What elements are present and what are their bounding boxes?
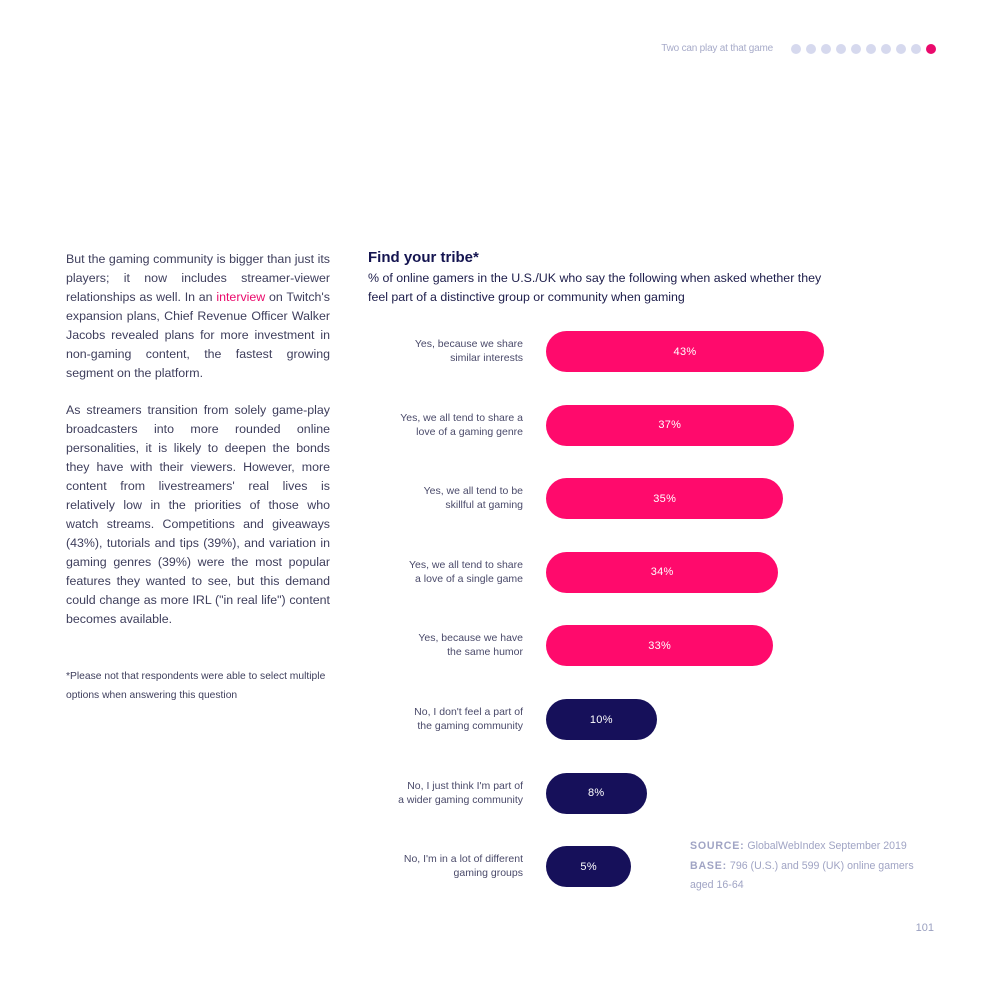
paragraph-1-start: But the gaming community is bigger than just its players; it now includes streamer-viewer relationships as well. In an	[66, 252, 330, 304]
base-label: BASE:	[690, 859, 727, 872]
bar-category-label	[363, 631, 523, 659]
bar-category-label-line: Yes, we all tend to be	[423, 485, 523, 498]
base-text: 796 (U.S.) and 599 (UK) online gamers aged 16-64	[690, 859, 914, 891]
bar-category-label	[363, 337, 523, 365]
bar-category-label-line: Yes, we all tend to share a	[400, 411, 523, 424]
bar-category-label-line: the gaming community	[417, 720, 523, 732]
bar	[546, 846, 631, 887]
bar-value-label: 43%	[673, 345, 697, 358]
source-label: SOURCE:	[690, 840, 745, 852]
bar-value-label: 37%	[658, 419, 682, 432]
bar	[546, 331, 824, 372]
chart-title: Find your tribe*	[368, 249, 479, 266]
bar	[546, 699, 657, 740]
paragraph-2: As streamers transition from solely game-play broadcasters into more rounded online personalities, it is likely to deepen the bonds they have with their viewers. However, more content from livestreamers' real lives is relatively low in the priorities of those who watch streams. Competitions and giveaways (43%), tutorials and tips (39%), and variation in gaming genres (39%) were the most popular features they wanted to see, but this demand could change as more IRL ("in real life") content becomes available.	[66, 403, 330, 626]
bar-category-label	[363, 484, 523, 512]
bar-value-label: 33%	[648, 639, 672, 652]
interview-link[interactable]: interview	[216, 290, 266, 304]
source-line	[690, 837, 940, 857]
bar-category-label-line: love of a gaming genre	[416, 425, 523, 438]
source-note	[690, 837, 940, 896]
bar-category-label-line: No, I don't feel a part of	[414, 706, 523, 718]
bar-category-label-line: similar interests	[450, 352, 523, 364]
bar-category-label-line: Yes, we all tend to share	[408, 558, 523, 571]
bar-value-label: 34%	[650, 566, 674, 579]
bar-category-label	[363, 705, 523, 733]
bar-category-label-line: Yes, because we have	[418, 632, 523, 645]
bar-category-label-line: skillful at gaming	[445, 499, 523, 512]
bar	[546, 773, 647, 814]
bar-value-label: 35%	[653, 492, 677, 505]
bar-category-label-line: No, I'm in a lot of different	[403, 853, 523, 866]
bar	[546, 625, 773, 666]
bar	[546, 552, 778, 593]
bar-category-label-line: No, I just think I'm part of	[407, 779, 523, 792]
page-number: 101	[915, 922, 934, 934]
bar-category-label	[363, 411, 523, 439]
base-line	[690, 857, 940, 896]
bar-category-label-line: gaming groups	[453, 867, 523, 880]
bar-category-label	[363, 779, 523, 807]
bar	[546, 478, 783, 519]
bar-category-label-line: a love of a single game	[415, 572, 523, 585]
footnote: *Please not that respondents were able to select multiple options when answering this question	[66, 671, 326, 701]
chart-subtitle: % of online gamers in the U.S./UK who say the following when asked whether they feel part of a distinctive group or community when gaming	[368, 271, 822, 304]
bar-category-label-line: Yes, because we share	[414, 338, 523, 350]
bar	[546, 405, 794, 446]
source-text: GlobalWebIndex September 2019	[747, 840, 907, 852]
bar-value-label: 5%	[580, 860, 597, 873]
bar-value-label: 8%	[588, 787, 605, 800]
section-title: Two can play at that game	[661, 43, 773, 54]
paragraph-1-end: on Twitch's expansion plans, Chief Revenue Officer Walker Jacobs revealed plans for more investment in non-gaming content, the fastest growing segment on the platform.	[66, 290, 330, 380]
bar-category-label	[363, 558, 523, 586]
bar-category-label	[363, 852, 523, 880]
bar-category-label-line: the same humor	[447, 646, 523, 659]
bar-value-label: 10%	[589, 713, 613, 726]
bar-category-label-line: a wider gaming community	[398, 793, 523, 806]
